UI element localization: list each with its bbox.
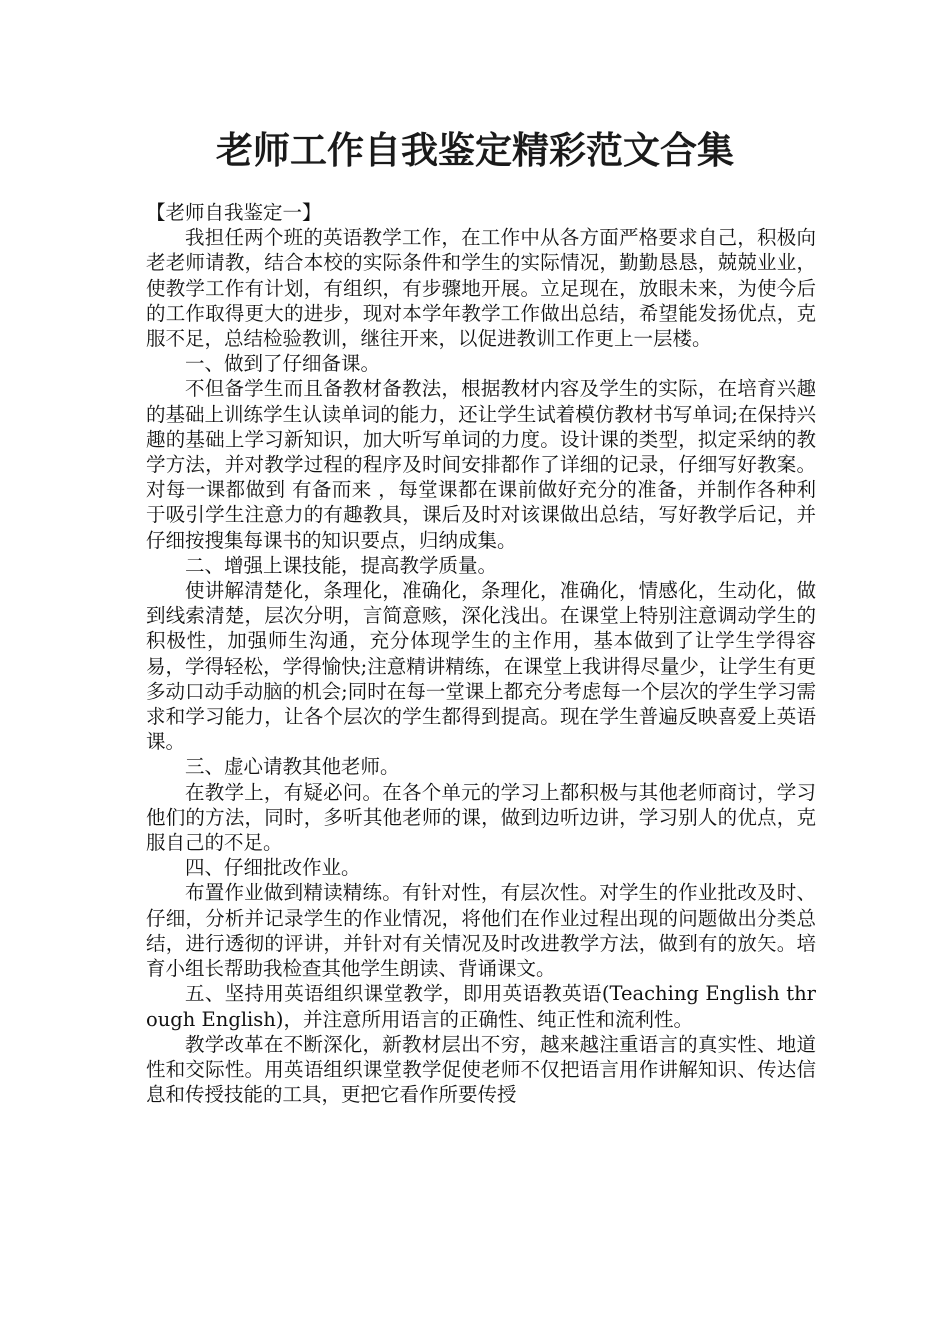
heading-4: 四、仔细批改作业。 [185,856,361,880]
paragraph-2: 使讲解清楚化，条理化，准确化，条理化，准确化，情感化，生动化，做到线索清楚，层次分明，言简意赅，深化浅出。在课堂上特别注意调动学生的积极性，加强师生沟通，充分体现学生的主作用，基本做到了让学生学得容易，学得轻松，学得愉快;注意精讲精练，在课堂上我讲得尽量少，让学生有更多动口动手动脑的机会;同时在每一堂课上都充分考虑每一个层次的学生学习需求和学习能力，让各个层次的学生都得到提高。现在学生普遍反映喜爱上英语课。 [146,579,816,754]
paragraph-5: 教学改革在不断深化，新教材层出不穷，越来越注重语言的真实性、地道性和交际性。用英语组织课堂教学促使老师不仅把语言用作讲解知识、传达信息和传授技能的工具，更把它看作所要传授 [146,1032,816,1107]
heading-1: 一、做到了仔细备课。 [185,352,381,376]
paragraph-3: 在教学上，有疑必问。在各个单元的学习上都积极与其他老师商讨，学习他们的方法，同时，多听其他老师的课，做到边听边讲，学习别人的优点，克服自己的不足。 [146,780,816,855]
section-label: 【老师自我鉴定一】 [146,201,322,224]
document-title: 老师工作自我鉴定精彩范文合集 [216,129,734,172]
document-body [146,200,816,1107]
heading-3: 三、虚心请教其他老师。 [185,755,400,779]
paragraph-4: 布置作业做到精读精练。有针对性，有层次性。对学生的作业批改及时、仔细，分析并记录学生的作业情况，将他们在作业过程出现的问题做出分类总结，进行透彻的评讲，并针对有关情况及时改进教学方法，做到有的放矢。培育小组长帮助我检查其他学生朗读、背诵课文。 [146,881,816,981]
heading-2: 二、增强上课技能，提高教学质量。 [185,553,498,577]
paragraph-intro: 我担任两个班的英语教学工作，在工作中从各方面严格要求自己，积极向老老师请教，结合本校的实际条件和学生的实际情况，勤勤恳恳，兢兢业业，使教学工作有计划，有组织，有步骤地开展。立足现在，放眼未来，为使今后的工作取得更大的进步，现对本学年教学工作做出总结，希望能发扬优点，克服不足，总结检验教训，继往开来，以促进教训工作更上一层楼。 [146,226,816,351]
heading-5: 五、坚持用英语组织课堂教学，即用英语教英语(Teaching English through English)，并注意所用语言的正确性、纯正性和流利性。 [146,982,816,1031]
paragraph-1: 不但备学生而且备教材备教法，根据教材内容及学生的实际，在培育兴趣的基础上训练学生认读单词的能力，还让学生试着模仿教材书写单词;在保持兴趣的基础上学习新知识，加大听写单词的力度。设计课的类型，拟定采纳的教学方法，并对教学过程的程序及时间安排都作了详细的记录，仔细写好教案。对每一课都做到 有备而来 ，每堂课都在课前做好充分的准备，并制作各种利于吸引学生注意力的有趣教具，课后及时对该课做出总结，写好教学后记，并仔细按搜集每课书的知识要点，归纳成集。 [146,377,816,552]
